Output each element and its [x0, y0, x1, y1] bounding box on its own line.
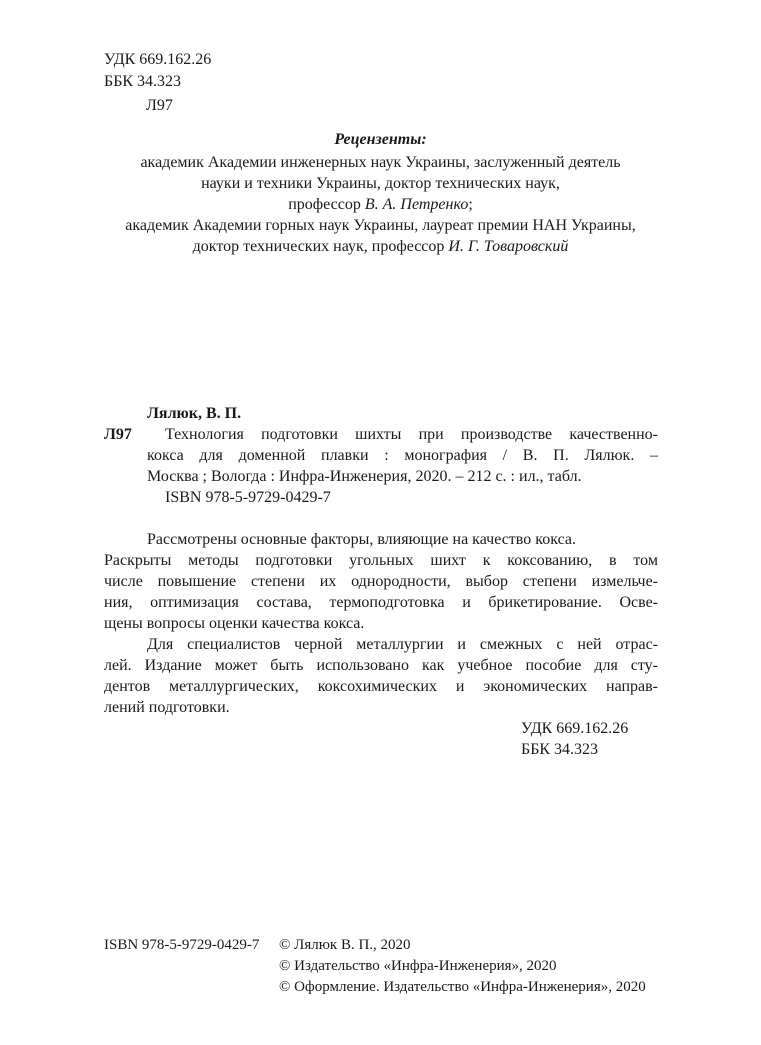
bbk-code-bottom: ББК 34.323	[521, 741, 599, 758]
annotation-p1-line-4: ния, оптимизация состава, термоподготовка и брикетирование. Осве-	[104, 594, 658, 611]
reviewers-heading: Рецензенты:	[334, 131, 427, 148]
udk-code-bottom: УДК 669.162.26	[521, 720, 629, 737]
catalog-mark: Л97	[104, 426, 132, 443]
catalog-title-line-1: Технология подготовки шихты при производстве качественно-	[165, 426, 658, 443]
reviewer-2-name: И. Г. Товаровский	[448, 238, 569, 255]
catalog-isbn: ISBN 978-5-9729-0429-7	[165, 489, 331, 506]
reviewer-1-name: В. А. Петренко	[364, 196, 469, 213]
annotation-p2-line-4: лений подготовки.	[104, 699, 230, 716]
reviewer-1-line-3	[0, 195, 761, 215]
reviewer-2-line-1: академик Академии горных наук Украины, лауреат премии НАН Украины,	[125, 217, 636, 234]
reviewer-1-title: профессор	[288, 196, 365, 213]
author-mark-top: Л97	[146, 97, 173, 114]
annotation-p1-line-1: Рассмотрены основные факторы, влияющие на качество кокса.	[147, 531, 576, 548]
reviewer-1-line-2: науки и техники Украины, доктор технических наук,	[201, 175, 560, 192]
annotation-p2-line-3: дентов металлургических, коксохимических и экономических направ-	[104, 678, 658, 695]
annotation-p1-line-2: Раскрыты методы подготовки угольных шихт к коксованию, в том	[104, 552, 658, 569]
catalog-title-line-2: кокса для доменной плавки : монография / В. П. Лялюк. –	[147, 447, 658, 464]
catalog-imprint-line: Москва ; Вологда : Инфра-Инженерия, 2020. – 212 с. : ил., табл.	[147, 468, 582, 485]
reviewer-1-separator: ;	[468, 196, 473, 213]
reviewer-2-title: доктор технических наук, профессор	[192, 238, 449, 255]
annotation-p1-line-5: щены вопросы оценки качества кокса.	[104, 615, 365, 632]
udk-code-top: УДК 669.162.26	[104, 51, 212, 68]
copyright-design: © Оформление. Издательство «Инфра-Инженерия», 2020	[279, 979, 646, 995]
annotation-p1-line-3: числе повышение степени их однородности, выбор степени измельче-	[104, 573, 658, 590]
annotation-p2-line-2: лей. Издание может быть использовано как учебное пособие для сту-	[104, 657, 658, 674]
copyright-author: © Лялюк В. П., 2020	[279, 937, 411, 953]
reviewer-1-line-1: академик Академии инженерных наук Украины, заслуженный деятель	[140, 154, 621, 171]
annotation-p2-line-1: Для специалистов черной металлургии и смежных с ней отрас-	[147, 636, 658, 653]
copyright-publisher: © Издательство «Инфра-Инженерия», 2020	[279, 958, 557, 974]
copyright-isbn: ISBN 978-5-9729-0429-7	[104, 937, 260, 953]
bbk-code-top: ББК 34.323	[104, 73, 182, 90]
catalog-author: Лялюк, В. П.	[147, 405, 242, 422]
reviewer-2-line-2	[0, 237, 761, 257]
